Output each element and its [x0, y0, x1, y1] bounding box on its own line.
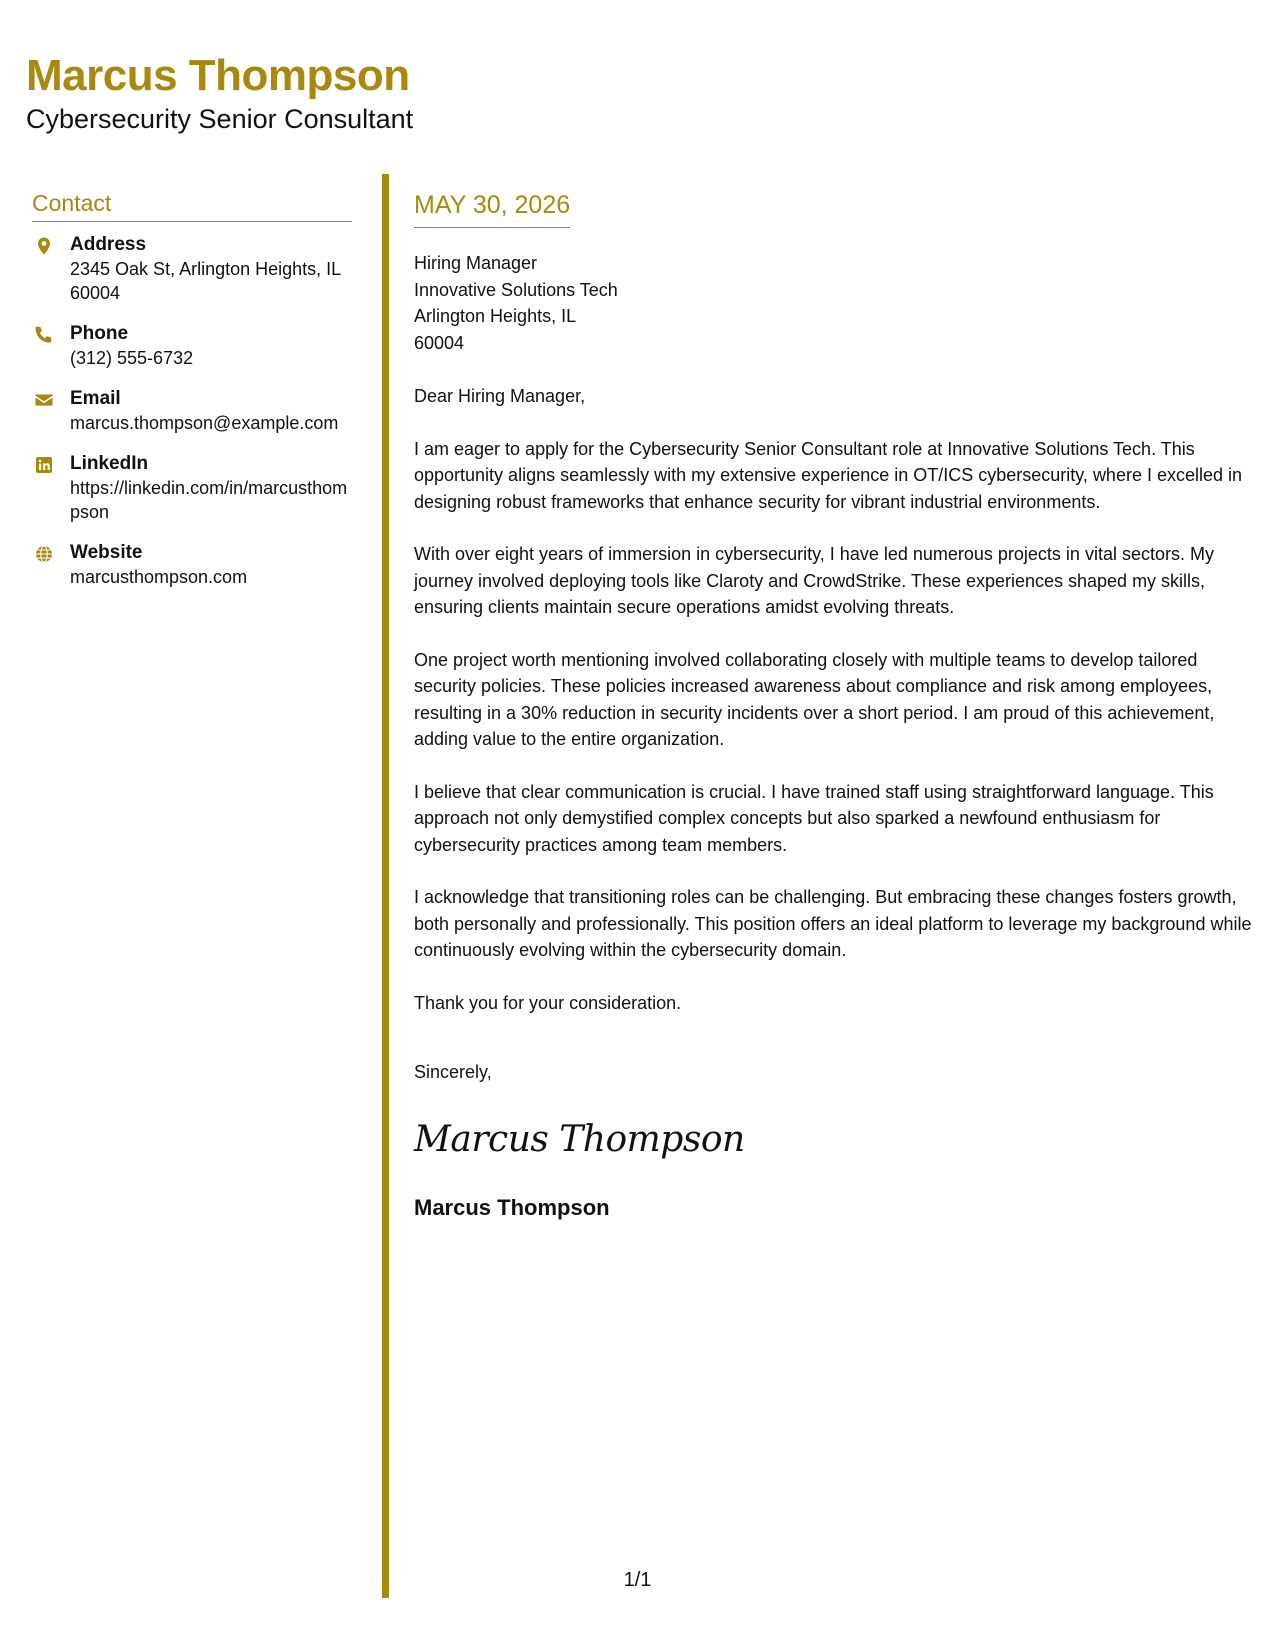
globe-icon [34, 544, 54, 564]
recipient-line: 60004 [414, 332, 465, 353]
contact-list [32, 233, 352, 589]
contact-value: (312) 555-6732 [70, 348, 194, 368]
contact-value: 2345 Oak St, Arlington Heights, IL 60004 [70, 259, 341, 303]
closing: Sincerely, [414, 1062, 492, 1082]
contact-value[interactable]: marcus.thompson@example.com [70, 413, 339, 433]
letter-date: MAY 30, 2026 [414, 188, 570, 228]
contact-website [32, 541, 352, 589]
letter-body [414, 188, 1254, 1222]
column-divider [382, 174, 389, 1598]
contact-value[interactable]: marcusthompson.com [70, 567, 248, 587]
contact-value[interactable]: https://linkedin.com/in/marcusthompson [70, 478, 348, 522]
page-number: 1/1 [623, 1569, 652, 1591]
letter-header [26, 50, 413, 136]
paragraph: I acknowledge that transitioning roles can be challenging. But embracing these changes fosters growth, both personally and professionally. This position offers an ideal platform to leverage my background while continuously evolving within the cybersecurity domain. [414, 887, 1252, 960]
phone-icon [34, 325, 54, 345]
handwritten-signature: Marcus Thompson [414, 1118, 745, 1160]
contact-label: Phone [70, 323, 129, 344]
recipient-line: Arlington Heights, IL [414, 306, 577, 326]
salutation: Dear Hiring Manager, [414, 386, 586, 406]
contact-email [32, 387, 352, 435]
contact-label: Address [70, 234, 147, 255]
applicant-name: Marcus Thompson [26, 51, 410, 100]
contact-heading: Contact [32, 188, 352, 222]
contact-phone [32, 322, 352, 370]
paragraph: I am eager to apply for the Cybersecurity Senior Consultant role at Innovative Solutions Tech. This opportunity aligns seamlessly with my extensive experience in OT/ICS cybersecurity, where I excelled in designing robust frameworks that enhance security for vibrant industrial environments. [414, 438, 1243, 512]
paragraph: I believe that clear communication is crucial. I have trained staff using straightforward language. This approach not only demystified complex concepts but also sparked a newfound enthusiasm for cybersecurity practices among team members. [414, 781, 1214, 855]
contact-label: Email [70, 388, 121, 409]
contact-address [32, 233, 352, 305]
paragraph: Thank you for your consideration. [414, 992, 682, 1013]
paragraph: With over eight years of immersion in cybersecurity, I have led numerous projects in vital sectors. My journey involved deploying tools like Claroty and CrowdStrike. These experiences shaped my skills, ensuring clients maintain secure operations amidst evolving threats. [414, 544, 1214, 617]
envelope-icon [34, 390, 54, 410]
signer-name: Marcus Thompson [414, 1194, 610, 1220]
contact-label: Website [70, 542, 143, 563]
linkedin-icon [34, 455, 54, 475]
contact-linkedin [32, 452, 352, 524]
applicant-title: Cybersecurity Senior Consultant [26, 104, 414, 134]
paragraph: One project worth mentioning involved collaborating closely with multiple teams to develop tailored security policies. These policies increased awareness about compliance and risk among employees, resulting in a 30% reduction in security incidents over a short period. I am proud of this achievement, adding value to the entire organization. [414, 649, 1215, 749]
contact-label: LinkedIn [70, 453, 149, 474]
recipient-block [414, 250, 1254, 356]
recipient-line: Innovative Solutions Tech [414, 279, 618, 300]
recipient-line: Hiring Manager [414, 253, 538, 273]
map-pin-icon [34, 236, 54, 256]
contact-sidebar [32, 188, 352, 606]
